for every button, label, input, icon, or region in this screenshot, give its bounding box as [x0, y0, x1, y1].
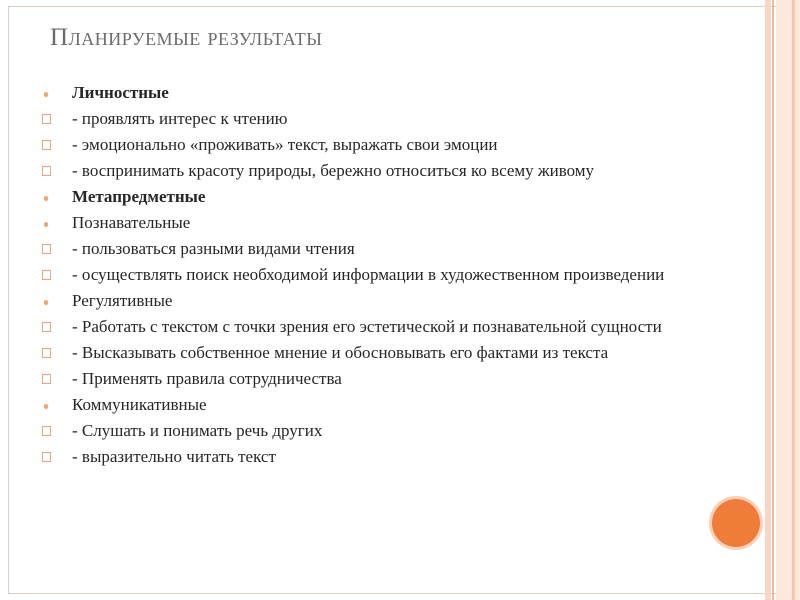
dot-bullet-icon — [44, 222, 48, 227]
list-item — [42, 344, 702, 362]
square-bullet-icon — [42, 114, 51, 124]
list-item-text: - Работать с текстом с точки зрения его эстетической и познавательной сущности — [72, 317, 662, 336]
list-item — [42, 318, 702, 336]
square-bullet-icon — [42, 426, 51, 436]
list-item — [42, 266, 702, 284]
list-item-text: Познавательные — [72, 213, 191, 232]
list-item-text: - Применять правила сотрудничества — [72, 369, 342, 388]
square-bullet-icon — [42, 452, 51, 462]
results-list — [42, 84, 702, 474]
list-item — [42, 240, 702, 258]
square-bullet-icon — [42, 270, 51, 280]
list-item-text: - осуществлять поиск необходимой информации в художественном произведении — [72, 265, 665, 284]
section-heading — [42, 214, 702, 232]
square-bullet-icon — [42, 374, 51, 384]
section-heading — [42, 84, 702, 102]
dot-bullet-icon — [44, 404, 48, 409]
dot-bullet-icon — [44, 92, 48, 97]
section-heading — [42, 292, 702, 310]
dot-bullet-icon — [44, 196, 48, 201]
list-item — [42, 136, 702, 154]
list-item — [42, 448, 702, 466]
list-item — [42, 422, 702, 440]
square-bullet-icon — [42, 166, 51, 176]
list-item — [42, 162, 702, 180]
section-heading — [42, 188, 702, 206]
list-item-text: - Высказывать собственное мнение и обосновывать его фактами из текста — [72, 343, 609, 362]
decorative-stripe — [776, 0, 800, 600]
square-bullet-icon — [42, 348, 51, 358]
square-bullet-icon — [42, 322, 51, 332]
list-item-text: - выразительно читать текст — [72, 447, 276, 466]
decorative-stripe — [792, 0, 795, 600]
list-item-text: - пользоваться разными видами чтения — [72, 239, 355, 258]
list-item-text: Метапредметные — [72, 187, 206, 206]
list-item — [42, 370, 702, 388]
decorative-circle-icon — [712, 499, 760, 547]
decorative-stripe — [765, 0, 771, 600]
dot-bullet-icon — [44, 300, 48, 305]
square-bullet-icon — [42, 140, 51, 150]
list-item-text: - эмоционально «проживать» текст, выражать свои эмоции — [72, 135, 498, 154]
list-item-text: - Слушать и понимать речь других — [72, 421, 323, 440]
list-item-text: Коммуникативные — [72, 395, 207, 414]
list-item-text: - проявлять интерес к чтению — [72, 109, 288, 128]
list-item-text: Личностные — [72, 83, 169, 102]
square-bullet-icon — [42, 244, 51, 254]
list-item-text: Регулятивные — [72, 291, 173, 310]
list-item-text: - воспринимать красоту природы, бережно относиться ко всему живому — [72, 161, 595, 180]
section-heading — [42, 396, 702, 414]
slide-title: Планируемые результаты — [50, 24, 323, 51]
list-item — [42, 110, 702, 128]
decorative-stripe — [772, 0, 774, 600]
